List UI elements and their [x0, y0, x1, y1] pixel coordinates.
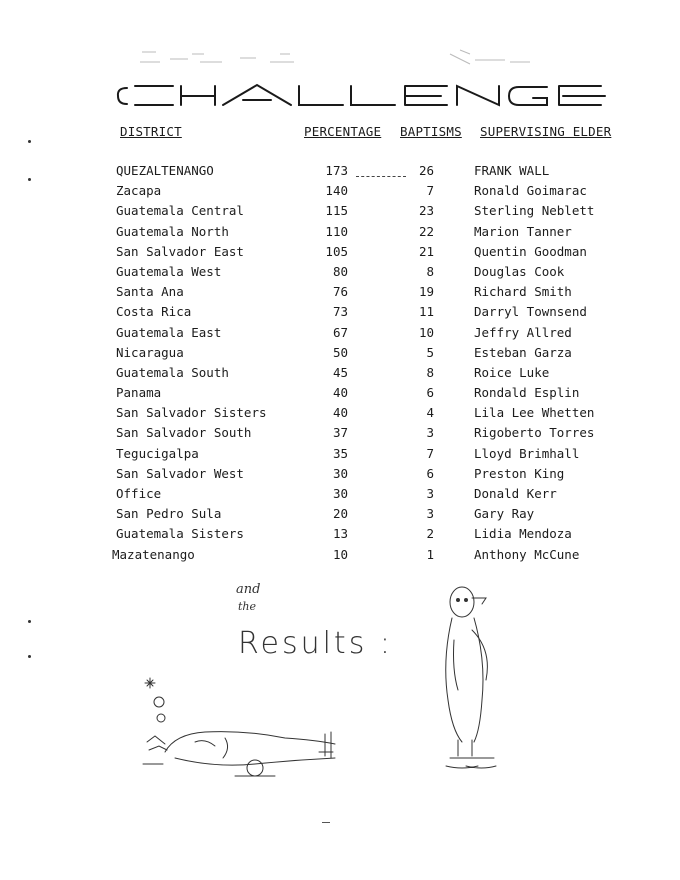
elder-cell: Preston King	[474, 465, 565, 481]
handwritten-results: Results :	[238, 626, 393, 661]
margin-mark	[28, 140, 31, 143]
margin-mark	[28, 620, 31, 623]
sketch-fallen-figure	[135, 672, 350, 787]
table-row	[0, 547, 680, 567]
district-cell: Nicaragua	[116, 344, 184, 360]
district-cell: Tegucigalpa	[116, 445, 199, 461]
table-row	[0, 446, 680, 466]
baptisms-cell: 8	[426, 364, 434, 380]
handwritten-and: and	[236, 582, 261, 597]
district-cell: Guatemala Sisters	[116, 526, 244, 542]
elder-cell: Lloyd Brimhall	[474, 445, 580, 461]
elder-cell: Rigoberto Torres	[474, 425, 595, 441]
district-cell: Guatemala North	[116, 223, 229, 239]
baptisms-cell: 11	[418, 304, 434, 320]
table-row	[0, 325, 680, 345]
faint-header-lettering	[130, 44, 550, 74]
elder-cell: Donald Kerr	[474, 486, 557, 501]
percentage-cell: 76	[332, 284, 348, 300]
column-header-percentage: PERCENTAGE	[304, 124, 382, 139]
percentage-cell: 67	[332, 324, 348, 340]
table-row	[0, 183, 680, 203]
table-row	[0, 526, 680, 546]
margin-mark	[28, 655, 31, 658]
percentage-cell: 37	[332, 425, 348, 441]
baptisms-cell: 19	[418, 284, 434, 300]
baptisms-cell: 26	[418, 163, 434, 178]
district-cell: Guatemala Central	[116, 203, 244, 219]
elder-cell: Quentin Goodman	[474, 243, 587, 259]
percentage-cell: 80	[332, 263, 348, 279]
percentage-cell: 140	[325, 183, 348, 199]
table-row	[0, 486, 680, 506]
elder-cell: Jeffry Allred	[474, 324, 572, 340]
table-row	[0, 466, 680, 486]
elder-cell: Anthony McCune	[474, 546, 580, 562]
baptisms-cell: 5	[426, 344, 434, 360]
district-cell: Costa Rica	[116, 304, 192, 320]
district-cell: San Salvador West	[116, 465, 244, 481]
baptisms-cell: 1	[426, 546, 434, 562]
column-header-district: DISTRICT	[120, 124, 182, 139]
elder-cell: Darryl Townsend	[474, 304, 587, 320]
district-cell: Panama	[116, 385, 162, 401]
percentage-cell: 35	[332, 445, 348, 461]
baptisms-cell: 4	[426, 405, 434, 421]
baptisms-cell: 7	[426, 183, 434, 199]
percentage-cell: 45	[332, 364, 348, 380]
baptisms-cell: 6	[426, 385, 434, 401]
percentage-cell: 40	[332, 385, 348, 401]
baptisms-cell: 6	[426, 465, 434, 481]
percentage-cell: 30	[332, 465, 348, 481]
table-row	[0, 304, 680, 324]
table-row	[0, 244, 680, 264]
elder-cell: Marion Tanner	[474, 223, 572, 239]
results-table	[0, 163, 680, 567]
elder-cell: Rondald Esplin	[474, 385, 580, 401]
percentage-cell: 40	[332, 405, 348, 421]
baptisms-cell: 22	[418, 223, 434, 239]
table-row	[0, 385, 680, 405]
baptisms-cell: 3	[426, 425, 434, 441]
elder-cell: Ronald Goimarac	[474, 183, 587, 199]
table-row	[0, 163, 680, 183]
elder-cell: Gary Ray	[474, 506, 535, 522]
elder-cell: Lidia Mendoza	[474, 526, 572, 542]
table-row	[0, 284, 680, 304]
percentage-cell: 110	[325, 223, 348, 239]
column-header-baptisms: BAPTISMS	[400, 124, 462, 139]
table-row	[0, 365, 680, 385]
handwritten-the: the	[238, 600, 257, 613]
elder-cell: Douglas Cook	[474, 263, 565, 279]
district-cell: San Salvador East	[116, 243, 244, 259]
baptisms-cell: 7	[426, 445, 434, 461]
baptisms-cell: 23	[418, 203, 434, 219]
district-cell: Guatemala South	[116, 364, 229, 380]
table-row	[0, 506, 680, 526]
district-cell: Guatemala East	[116, 324, 222, 340]
percentage-cell: 20	[332, 506, 348, 522]
percentage-cell: 115	[325, 203, 348, 219]
percentage-cell: 30	[332, 486, 348, 501]
elder-cell: Esteban Garza	[474, 344, 572, 360]
elder-cell: Lila Lee Whetten	[474, 405, 595, 421]
baptisms-cell: 3	[426, 486, 434, 501]
percentage-cell: 13	[332, 526, 348, 542]
column-header-supervising-elder: SUPERVISING ELDER	[480, 124, 612, 139]
elder-cell: Roice Luke	[474, 364, 550, 380]
table-row	[0, 345, 680, 365]
elder-cell: FRANK WALL	[474, 163, 550, 178]
baptisms-cell: 10	[418, 324, 434, 340]
table-row	[0, 224, 680, 244]
elder-cell: Richard Smith	[474, 284, 572, 300]
district-cell: Zacapa	[116, 183, 162, 199]
baptisms-cell: 21	[418, 243, 434, 259]
table-row	[0, 203, 680, 223]
percentage-cell: 50	[332, 344, 348, 360]
stray-mark	[322, 822, 330, 823]
district-cell: Guatemala West	[116, 263, 222, 279]
percentage-cell: 173	[325, 163, 348, 178]
baptisms-cell: 3	[426, 506, 434, 522]
sketch-standing-figure	[432, 580, 512, 775]
percentage-cell: 105	[325, 243, 348, 259]
table-row	[0, 264, 680, 284]
district-cell: Mazatenango	[112, 546, 195, 562]
percentage-cell: 10	[332, 546, 348, 562]
district-cell: Office	[116, 486, 162, 501]
elder-cell: Sterling Neblett	[474, 203, 595, 219]
percentage-cell: 73	[332, 304, 348, 320]
table-row	[0, 425, 680, 445]
district-cell: QUEZALTENANGO	[116, 163, 214, 178]
margin-mark	[28, 178, 31, 181]
district-cell: San Pedro Sula	[116, 506, 222, 522]
baptisms-cell: 8	[426, 263, 434, 279]
district-cell: San Salvador South	[116, 425, 252, 441]
district-cell: San Salvador Sisters	[116, 405, 267, 421]
challenge-title-logo	[115, 78, 615, 114]
baptisms-cell: 2	[426, 526, 434, 542]
district-cell: Santa Ana	[116, 284, 184, 300]
table-row	[0, 405, 680, 425]
